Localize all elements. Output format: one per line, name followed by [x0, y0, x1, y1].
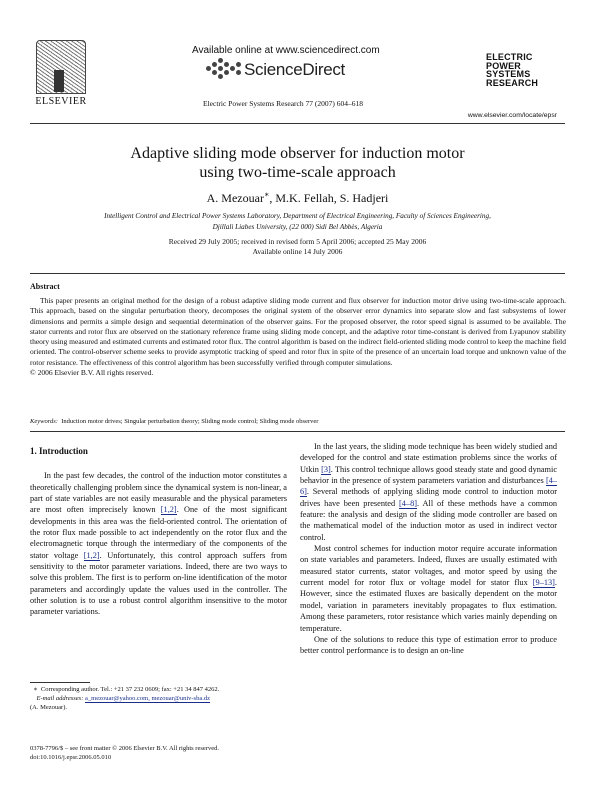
right-column — [300, 441, 557, 657]
doi-line[interactable]: doi:10.1016/j.epsr.2006.05.010 — [30, 754, 112, 761]
publisher-name: ELSEVIER — [35, 96, 87, 107]
paragraph-text: In the last years, the sliding mode technique has been widely studied and developed for the control and state estimation problems since the works of Utkin — [300, 442, 557, 474]
journal-logo-line: RESEARCH — [486, 77, 539, 88]
paragraph-text: In the past few decades, the control of the induction motor constitutes a theoretically challenging problem since the dynamical system is non-linear, a part of state variables are not easily measurable and the physical parameters are most often imprecisely known — [30, 471, 287, 515]
title-line: Adaptive sliding mode observer for induction motor — [130, 145, 465, 162]
affiliation — [60, 211, 535, 232]
available-online-date: Available online 14 July 2006 — [252, 247, 343, 256]
paragraph-text: . One of the most significant developments in this area was the field-oriented control. The orientation of the rotor flux made possible to act independently on the rotor flux and the electromagnetic torque through the intermediary of the components of the stator voltage — [30, 505, 287, 560]
author-names: , M.K. Fellah, S. Hadjeri — [269, 191, 389, 205]
footnote-contact: Corresponding author. Tel.: +21 37 232 0609; fax: +21 34 847 4262. — [40, 686, 220, 693]
paragraph: One of the solutions to reduce this type of estimation error to produce better control performance is to design an on-line — [300, 634, 557, 656]
paragraph-text: . Unfortunately, this control approach suffers from sensitivity to the motor parameter variations. Indeed, there are two ways to solve this problem. The first is to perform on-line identification of the motor parameters and accordingly update the values used in the controller. The other solution is to use a robust control algorithm insensitive to the motor parameter variations. — [30, 550, 287, 617]
front-matter — [30, 744, 330, 762]
paragraph-text: . All of these methods have a common feature: the analysis and design of the sliding mode controller are based on the mathematical model of the induction motor as used in indirect vector control. — [300, 498, 557, 542]
abstract-top-divider — [30, 273, 565, 274]
paragraph — [300, 543, 557, 634]
corresponding-author-mark[interactable]: ∗ — [263, 190, 270, 199]
footnote-line — [30, 694, 287, 703]
journal-reference: Electric Power Systems Research 77 (2007) 604–618 — [203, 99, 363, 108]
title-line: using two-time-scale approach — [199, 164, 396, 181]
citation-link[interactable]: [4–8] — [399, 498, 417, 508]
tree-trunk-icon — [54, 70, 64, 92]
issn-line: 0378-7796/$ – see front matter © 2006 Elsevier B.V. All rights reserved. — [30, 745, 219, 752]
sciencedirect-dots-icon — [206, 58, 242, 80]
header-divider — [30, 123, 565, 124]
journal-logo — [486, 53, 558, 87]
footnote-line — [30, 685, 287, 694]
keywords-line — [30, 418, 565, 425]
paragraph-text: . This control technique allows good steady state and good dynamic behavior in the presence of system parameters variation and disturbances — [300, 464, 558, 486]
article-history — [60, 237, 535, 257]
received-dates: Received 29 July 2005; received in revised form 5 April 2006; accepted 25 May 2006 — [168, 237, 427, 246]
abstract-bottom-divider — [30, 431, 565, 432]
journal-url-link[interactable]: www.elsevier.com/locate/epsr — [467, 112, 557, 119]
citation-link[interactable]: [3] — [321, 464, 331, 474]
citation-link[interactable]: [9–13] — [532, 578, 555, 588]
abstract-text: This paper presents an original method for the design of a robust adaptive sliding mode current and flux observer for induction motor drive using two-time-scale approach. This approach, based on the singular perturbation theory, decomposes the original system of the observer error dynamics into separate slow and fast subsystems of lower dimensions and permits a simple design and sequential determination of the observer gains. For the proposed observer, the rotor speed signal is assumed to be available. The stator currents and rotor flux are observed on the stationary reference frame using sliding mode concept, and the adaptive rotor time-constant is derived from Lyapunov stability theory using measured and estimated currents and estimated rotor flux. The control algorithm is based on the indirect field-oriented sliding mode control to keep the machine field oriented. The control-observer scheme seeks to provide asymptotic tracking of speed and rotor flux in spite of the presence of an uncertain load torque and unknown value of the rotor resistance. The effectiveness of this control algorithm has been successfully verified through computer simulations. — [30, 296, 566, 367]
paper-title — [60, 144, 535, 182]
footnote-divider — [30, 682, 90, 683]
sciencedirect-logo: ScienceDirect — [244, 60, 345, 79]
section-heading: 1. Introduction — [30, 446, 88, 456]
paragraph-text: Most control schemes for induction motor require accurate information on state variables and parameters. Indeed, fluxes are usually estimated with measured stator currents, stator voltages, and motor speed by using the current model for rotor flux or voltage model for stator flux — [300, 544, 557, 588]
keywords-label: Keywords: — [30, 418, 58, 425]
abstract-copyright: © 2006 Elsevier B.V. All rights reserved. — [30, 368, 154, 378]
journal-logo-line: SYSTEMS — [486, 69, 531, 79]
paragraph-text: . However, since the estimated fluxes are basically dependent on the motor model, variation in parameters inevitably propagates to flux estimation. Among these parameters, rotor resistance which varies mainly depending on temperature. — [300, 578, 557, 633]
email-label: E-mail addresses: — [36, 695, 84, 702]
paragraph — [30, 470, 287, 617]
author-name: A. Mezouar — [206, 191, 264, 205]
footnote-line: (A. Mezouar). — [30, 704, 67, 711]
left-column — [30, 446, 287, 618]
available-online-text[interactable]: Available online at www.sciencedirect.com — [192, 45, 380, 56]
authors-line — [60, 190, 535, 206]
footnote — [30, 685, 287, 712]
paragraph-text: . Several methods of applying sliding mode control to induction motor drives have been presented — [300, 487, 557, 508]
journal-logo-line: POWER — [486, 60, 522, 71]
journal-logo-line: ELECTRIC — [486, 52, 533, 62]
citation-link[interactable]: [1,2] — [83, 550, 100, 560]
email-link[interactable]: a_mezouar@yahoo.com, mezouar@univ-sba.dz — [85, 695, 210, 702]
footnote-mark: ∗ — [33, 686, 38, 693]
affiliation-line: Intelligent Control and Electrical Power Systems Laboratory, Department of Electrical Engineering, Faculty of Sciences Engineering, — [104, 212, 491, 220]
citation-link[interactable]: [4–6] — [300, 476, 557, 497]
abstract-body — [30, 296, 566, 378]
abstract-heading: Abstract — [30, 282, 60, 291]
keywords-text: Induction motor drives; Singular perturbation theory; Sliding mode control; Sliding mode observer — [61, 418, 319, 425]
affiliation-line: Djillali Liabes University, (22 000) Sidi Bel Abbès, Algeria — [212, 222, 383, 231]
citation-link[interactable]: [1,2] — [160, 505, 177, 515]
paragraph — [300, 441, 557, 543]
